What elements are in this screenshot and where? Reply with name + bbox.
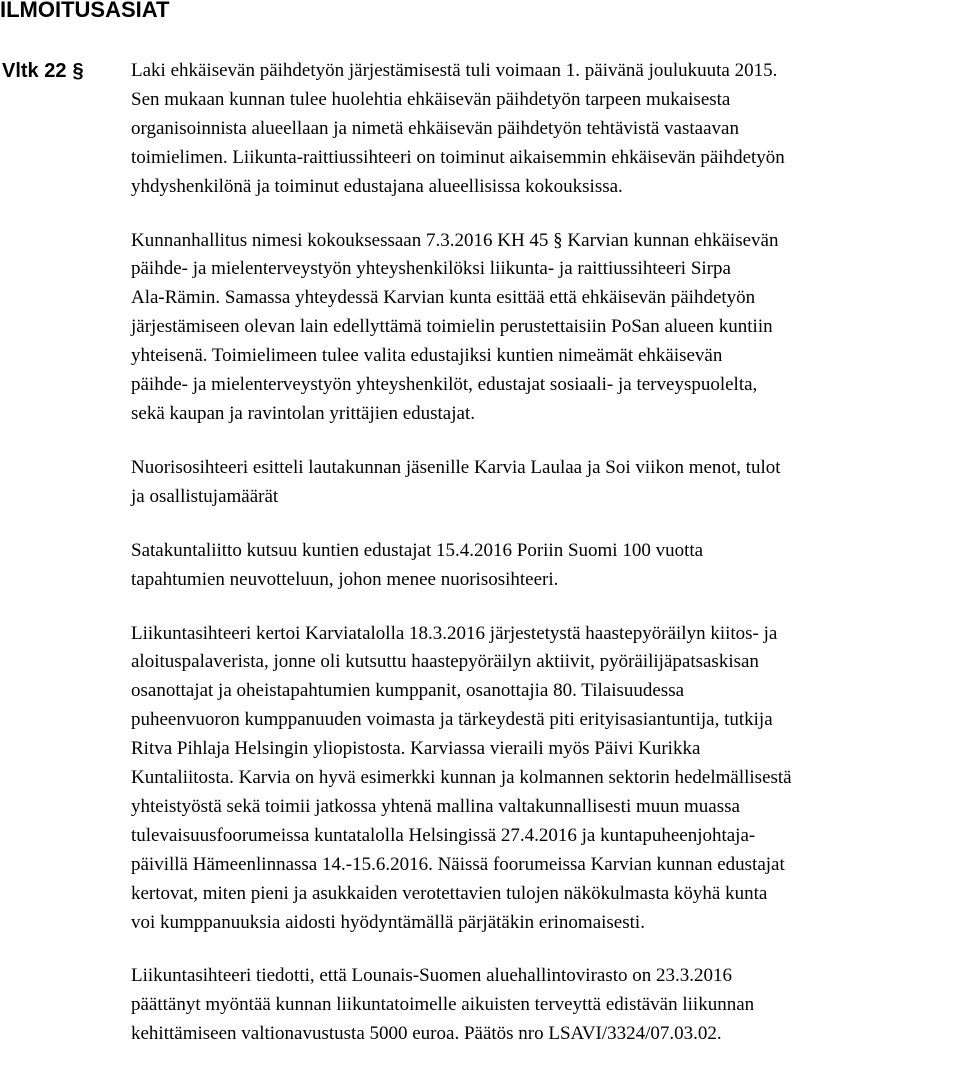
text-line: Kunnanhallitus nimesi kokouksessaan 7.3.2016 KH 45 § Karvian kunnan ehkäisevän xyxy=(131,229,779,251)
text-line: ja osallistujamäärät xyxy=(131,485,279,507)
section-number: Vltk 22 xyxy=(2,60,67,82)
text-line: sekä kaupan ja ravintolan yrittäjien edustajat. xyxy=(131,402,475,424)
text-line: Sen mukaan kunnan tulee huolehtia ehkäisevän päihdetyön tarpeen mukaisesta xyxy=(131,88,731,110)
text-line: päivillä Hämeenlinnassa 14.-15.6.2016. Näissä foorumeissa Karvian kunnan edustajat xyxy=(131,853,785,875)
text-line: yhteistyöstä sekä toimii jatkossa yhtenä mallina valtakunnallisesti muun muassa xyxy=(131,795,740,817)
text-line: päihde- ja mielenterveystyön yhteyshenkilöksi liikunta- ja raittiussihteeri Sirpa xyxy=(131,258,731,280)
text-line: puheenvuoron kumppanuuden voimasta ja tärkeydestä piti erityisasiantuntija, tutkija xyxy=(131,709,773,731)
text-line: Kuntaliitosta. Karvia on hyvä esimerkki kunnan ja kolmannen sektorin hedelmällisestä xyxy=(131,767,792,789)
text-line: osanottajat ja oheistapahtumien kumppanit, osanottajia 80. Tilaisuudessa xyxy=(131,680,685,702)
paragraph xyxy=(131,57,960,202)
text-line: Ritva Pihlaja Helsingin yliopistosta. Karviassa vieraili myös Päivi Kurikka xyxy=(131,738,701,760)
section-sign: § xyxy=(72,60,84,82)
text-line: Satakuntaliitto kutsuu kuntien edustajat 15.4.2016 Poriin Suomi 100 vuotta xyxy=(131,539,704,561)
text-line: yhteisenä. Toimielimeen tulee valita edustajiksi kuntien nimeämät ehkäisevän xyxy=(131,345,723,367)
text-line: Liikuntasihteeri tiedotti, että Lounais-Suomen aluehallintovirasto on 23.3.2016 xyxy=(131,965,733,987)
text-line: päihde- ja mielenterveystyön yhteyshenkilöt, edustajat sosiaali- ja terveyspuolelta, xyxy=(131,374,758,396)
text-line: tapahtumien neuvotteluun, johon menee nuorisosihteeri. xyxy=(131,568,559,590)
document-body xyxy=(131,57,960,1074)
text-line: Nuorisosihteeri esitteli lautakunnan jäsenille Karvia Laulaa ja Soi viikon menot, tulot xyxy=(131,456,781,478)
text-line: Liikuntasihteeri kertoi Karviatalolla 18.3.2016 järjestetystä haastepyöräilyn kiitos- ja xyxy=(131,622,778,644)
text-line: järjestämiseen olevan lain edellyttämä toimielin perustettaisiin PoSan alueen kuntiin xyxy=(131,316,773,338)
paragraph xyxy=(131,537,960,595)
text-line: voi kumppanuuksia aidosti hyödyntämällä pärjätäkin erinomaisesti. xyxy=(131,911,645,933)
text-line: toimielimen. Liikunta-raittiussihteeri on toiminut aikaisemmin ehkäisevän päihdetyön xyxy=(131,146,785,168)
page-heading: ILMOITUSASIAT xyxy=(0,0,170,22)
text-line: organisoinnista alueellaan ja nimetä ehkäisevän päihdetyön tehtävistä vastaavan xyxy=(131,117,739,139)
text-line: Ala-Rämin. Samassa yhteydessä Karvian kunta esittää että ehkäisevän päihdetyön xyxy=(131,287,756,309)
text-line: kertovat, miten pieni ja asukkaiden verotettavien tulojen näkökulmasta köyhä kunta xyxy=(131,882,768,904)
text-line: Laki ehkäisevän päihdetyön järjestämisestä tuli voimaan 1. päivänä joulukuuta 2015. xyxy=(131,60,778,81)
paragraph xyxy=(131,227,960,429)
text-line: kehittämiseen valtionavustusta 5000 euroa. Päätös nro LSAVI/3324/07.03.02. xyxy=(131,1023,722,1045)
paragraph xyxy=(131,962,960,1049)
paragraph xyxy=(131,454,960,512)
paragraph xyxy=(131,620,960,938)
section-label xyxy=(2,57,84,85)
text-line: yhdyshenkilönä ja toiminut edustajana alueellisissa kokouksissa. xyxy=(131,175,623,197)
text-line: tulevaisuusfoorumeissa kuntatalolla Helsingissä 27.4.2016 ja kuntapuheenjohtaja- xyxy=(131,824,756,846)
text-line: aloituspalaverista, jonne oli kutsuttu haastepyöräilyn aktiivit, pyöräilijäpatsaskisan xyxy=(131,651,759,673)
text-line: päättänyt myöntää kunnan liikuntatoimelle aikuisten terveyttä edistävän liikunnan xyxy=(131,994,755,1016)
